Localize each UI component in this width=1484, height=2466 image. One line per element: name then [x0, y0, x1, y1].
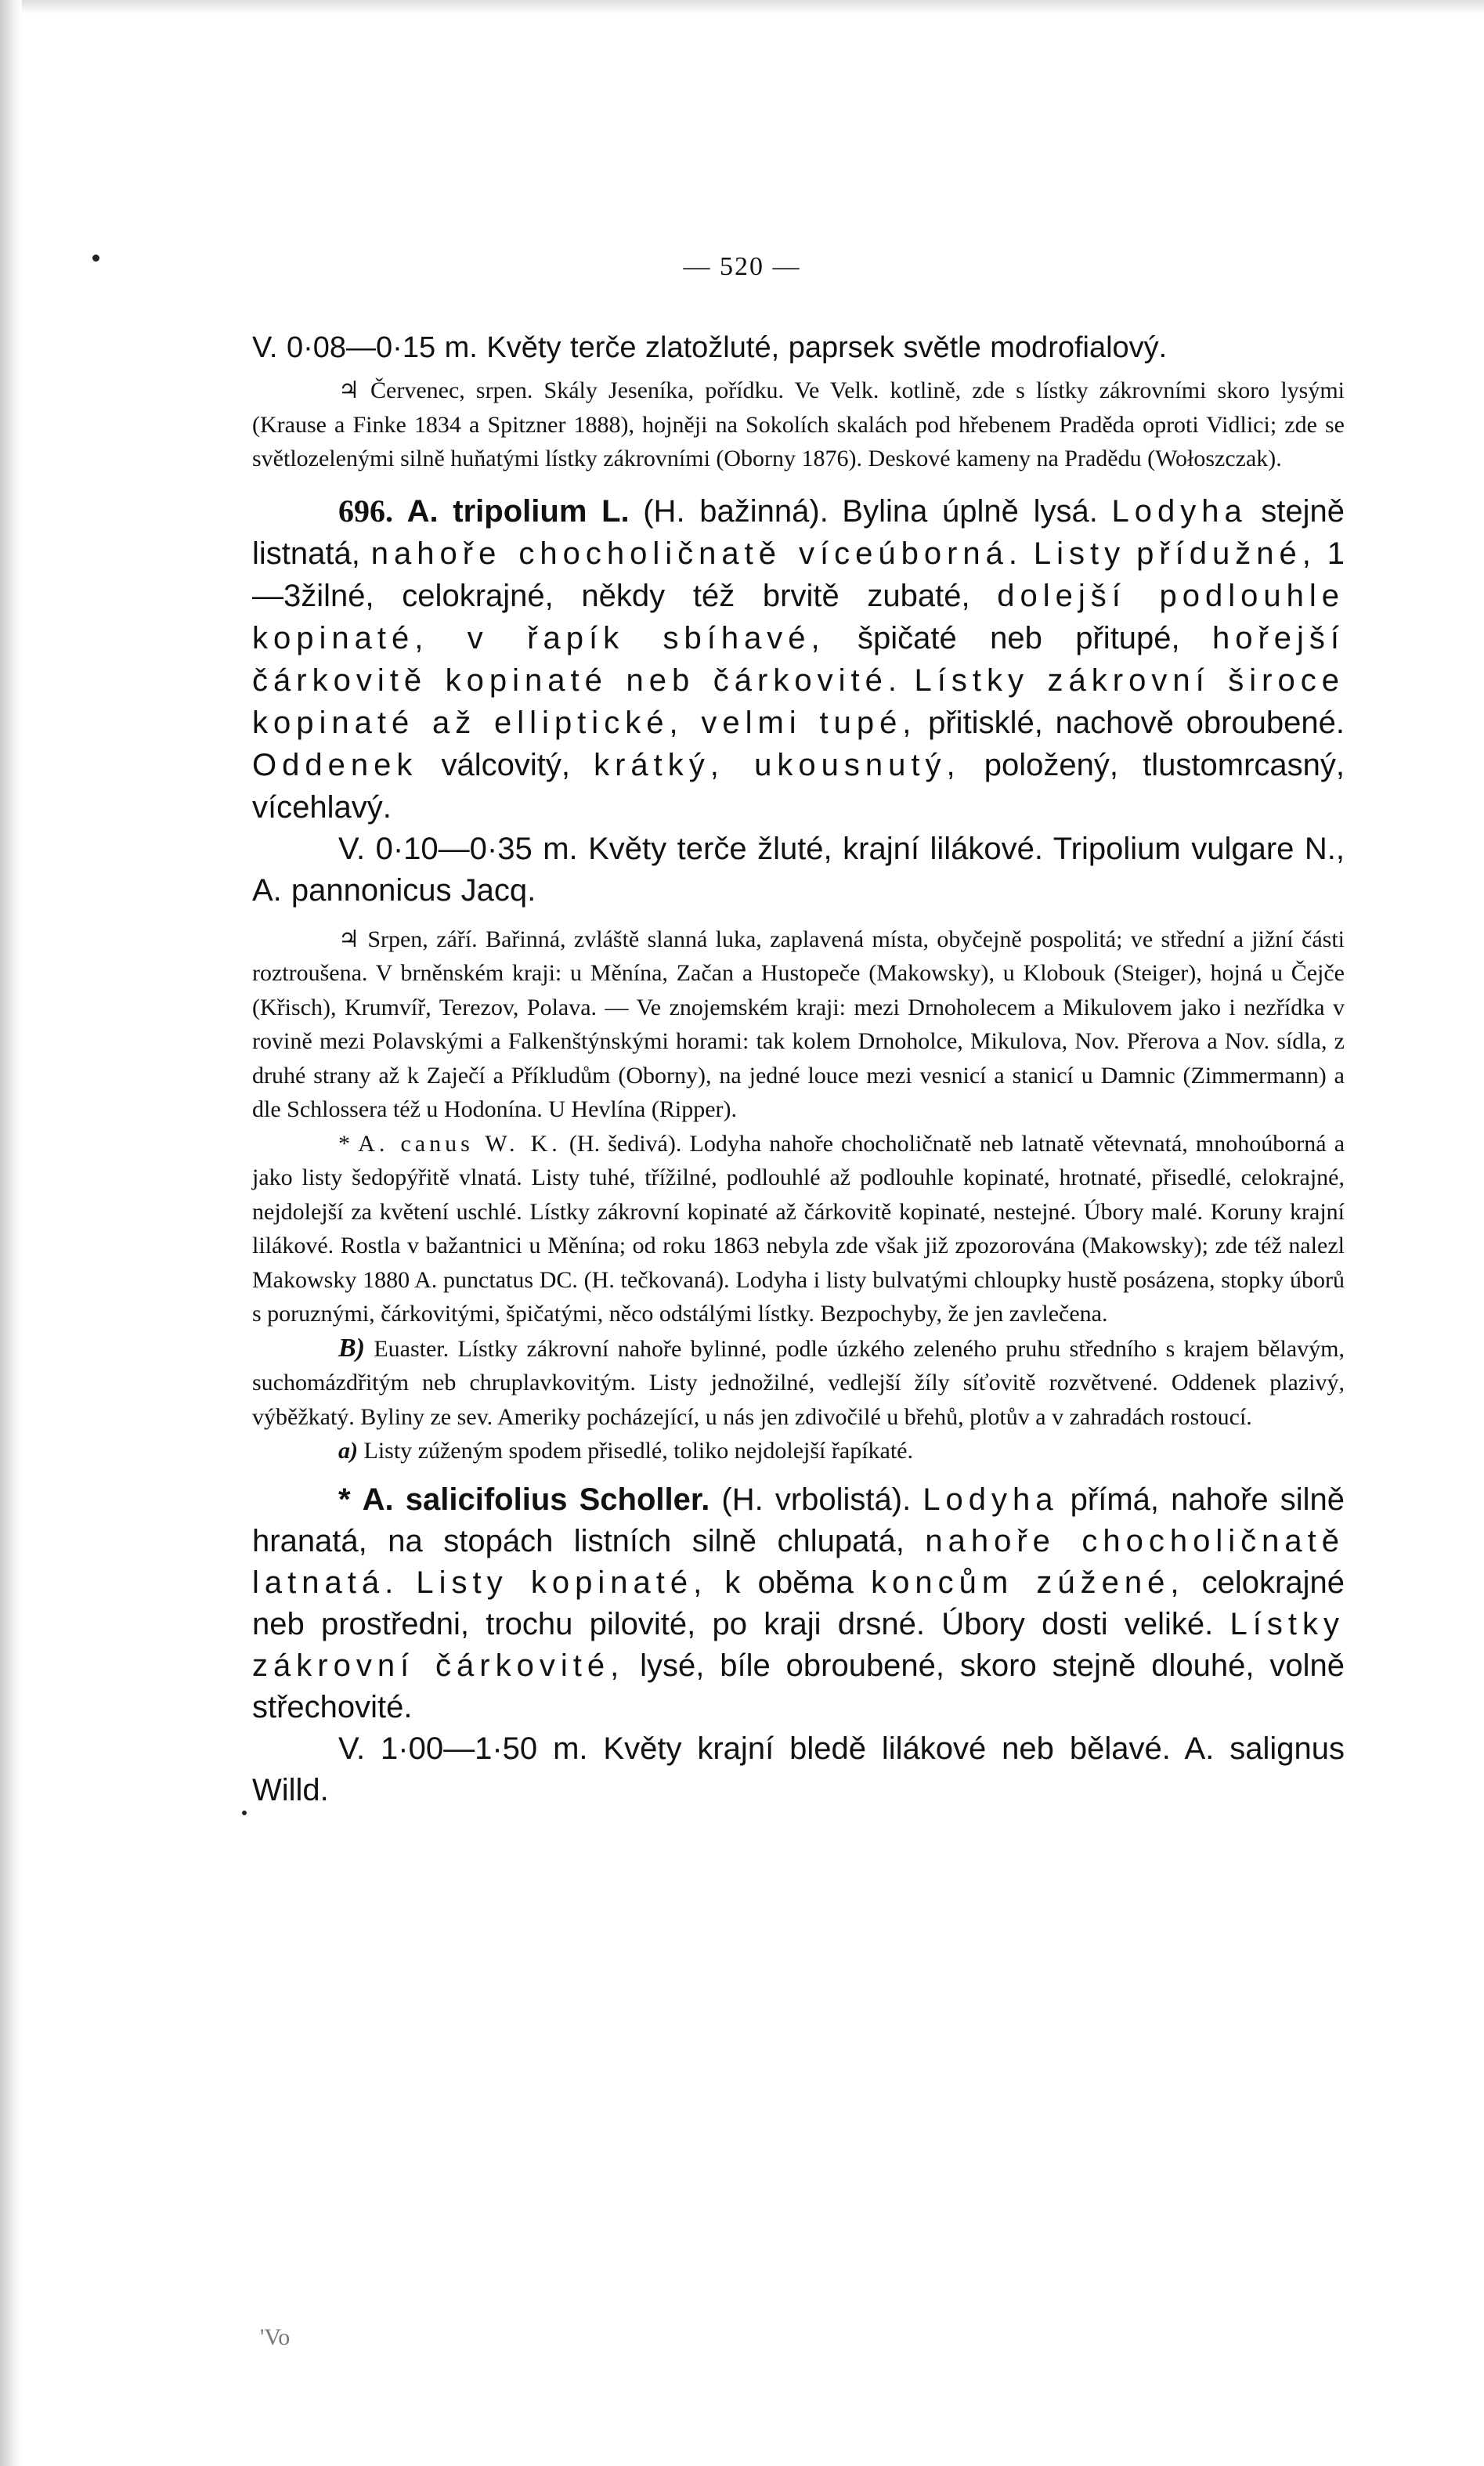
section-label: B): [338, 1333, 365, 1363]
spaced-term: hořejší čárkovitě kopinaté neb čárkovité.: [252, 620, 1345, 698]
species-note-text: (H. šedivá). Lodyha nahoře chocholičnatě neb latnatě větevnatá, mnohoúborná a jako listy šedopýřitě vlnatá. Listy tuhé, třížilné, podlouhlé až podlouhle kopinaté, hrotnaté, přisedlé, celokrajné, nejdolejší za květení uschlé. Lístky zákrovní kopinaté až čárkovitě kopinaté, nestejné. Úbory malé. Koruny krajní lilákové. Rostla v bažantnici u Měnína; od roku 1863 nebyla zde však již zpozorována (Makowsky); zde též nalezl Makowsky 1880 A. punctatus DC. (H. tečkovaná). Lodyha i listy bulvatými chloupky hustě posázena, stopky úborů s poruznými, čárkovitými, špičatými, něco odstálými lístky. Bezpochyby, že jen zavlečena.: [252, 1130, 1345, 1327]
star-marker: *: [338, 1482, 351, 1517]
spaced-term: krátký, ukousnutý,: [594, 747, 961, 782]
subsection-paragraph: [252, 1434, 1345, 1468]
spaced-term: Lístky zákrovní široce kopinaté až elliptické, velmi tupé,: [252, 663, 1345, 740]
page-number: — 520 —: [683, 252, 801, 281]
subsection-label: a): [338, 1438, 358, 1464]
page-body: [252, 327, 1345, 1811]
subsection-text: Listy zúženým spodem přisedlé, toliko nejdolejší řapíkaté.: [363, 1438, 913, 1464]
section-text: Euaster. Lístky zákrovní nahoře bylinné, podle úzkého zeleného pruhu středního s krajem bělavým, suchomázdřitým neb chruplavkovitým. Listy jednožilné, vedlejší žíly síťovitě rozvětvené. Oddenek plazivý, výběžkatý. Byliny ze sev. Ameriky pocházející, u nás jen zdivočilé u břehů, plotův a v zahradách rostoucí.: [252, 1335, 1345, 1430]
description-text: lysé, bíle obroubené, skoro stejně dlouhé, volně střechovité.: [252, 1648, 1345, 1724]
section-paragraph: [252, 1331, 1345, 1435]
description-text: válcovitý,: [441, 747, 570, 782]
size-line: V. 0·10—0·35 m. Květy terče žluté, krajní lilákové. Tripolium vulgare N., A. pannonicus Jacq.: [252, 831, 1345, 908]
spaced-term: koncům zúžené,: [871, 1565, 1185, 1600]
species-name: A. salicifolius Scholler.: [362, 1482, 710, 1517]
margin-dot: [242, 1811, 247, 1815]
distribution-paragraph: [252, 374, 1345, 476]
spaced-term: dolejší podlouhle kopinaté, v řapík sbíhavé,: [252, 578, 1345, 655]
scan-edge-top: [0, 0, 1484, 14]
distribution-text: Srpen, září. Bařinná, zvláště slanná luka, zaplavená místa, obyčejně pospolitá; ve střední a jižní části roztroušena. V brněnském kraji: u Měnína, Začan a Hustopeče (Makowsky), u Klobouk (Steiger), hojná u Čejče (Křisch), Krumvíř, Terezov, Polava. — Ve znojemském kraji: mezi Drnoholecem a Mikulovem jako i nezřídka v rovině mezi Polavskými a Falkenštýnskými horami: tak kolem Drnoholce, Mikulova, Nov. Přerova a Nov. sídla, z druhé strany až k Zaječí a Příkludům (Oborny), na jedné louce mezi vesnicí a stanicí u Damnic (Zimmermann) a dle Schlossera též u Hodonína. U Hevlína (Ripper).: [252, 926, 1345, 1122]
description-text: k oběma: [724, 1565, 854, 1600]
description-text: 1—3žilné, celokrajné, někdy též brvitě zubaté,: [252, 536, 1345, 613]
distribution-text: Červenec, srpen. Skály Jeseníka, pořídku. Ve Velk. kotlině, zde s lístky zákrovními skoro lysými (Krause a Finke 1834 a Spitzner 1888), hojněji na Sokolích skalách pod hřebenem Praděda oproti Vidlici; zde se světlozelenými silně huňatými lístky zákrovními (Oborny 1876). Deskové kameny na Pradědu (Wołoszczak).: [252, 377, 1345, 471]
spaced-term: přídužné,: [1136, 536, 1316, 571]
distribution-paragraph: [252, 922, 1345, 1127]
description-text: položený, tlustomrcasný, vícehlavý.: [252, 747, 1345, 825]
scan-edge-left: [0, 0, 22, 2466]
description-text: celokrajné neb prostředni, trochu pilovité, po kraji drsné. Úbory dosti veliké.: [252, 1565, 1345, 1641]
perennial-icon: ♃: [338, 377, 359, 404]
species-description: [252, 1479, 1345, 1728]
species-czech-name: (H. bažinná).: [643, 493, 829, 529]
size-line: V. 0·08—0·15 m. Květy terče zlatožluté, paprsek světle modrofialový.: [252, 331, 1168, 364]
species-note: [252, 1127, 1345, 1331]
spaced-term: nahoře chocholičnatě latnatá.: [252, 1523, 1345, 1600]
spaced-term: Lodyha: [923, 1482, 1059, 1517]
description-text: přitisklé, nachově obroubené.: [928, 705, 1345, 740]
species-czech-name: (H. vrbolistá).: [721, 1482, 912, 1517]
spaced-term: Lístky zákrovní čárkovité,: [252, 1606, 1345, 1683]
margin-mark: 'Vo: [260, 2324, 291, 2350]
description-text: stejně listnatá,: [252, 493, 1345, 571]
spaced-term: Lodyha: [1111, 493, 1247, 529]
spaced-term: Listy kopinaté,: [416, 1565, 708, 1600]
spaced-term: nahoře chocholičnatě víceúborná.: [370, 536, 1023, 571]
species-name: A. canus W. K.: [358, 1130, 561, 1157]
spaced-term: Listy: [1033, 536, 1126, 571]
perennial-icon: ♃: [338, 925, 359, 953]
species-description: [252, 490, 1345, 829]
star-marker: *: [338, 1130, 350, 1157]
spaced-term: Oddenek: [252, 747, 418, 782]
species-number: 696.: [338, 493, 393, 529]
description-text: špičaté neb přitupé,: [857, 620, 1180, 655]
size-line: V. 1·00—1·50 m. Květy krajní bledě lilákové neb bělavé. A. salignus Willd.: [252, 1731, 1345, 1807]
description-text: přímá, nahoře silně hranatá, na stopách listních silně chlupatá,: [252, 1482, 1345, 1558]
description-text: Bylina úplně lysá.: [842, 493, 1098, 529]
species-name: A. tripolium L.: [406, 493, 630, 529]
